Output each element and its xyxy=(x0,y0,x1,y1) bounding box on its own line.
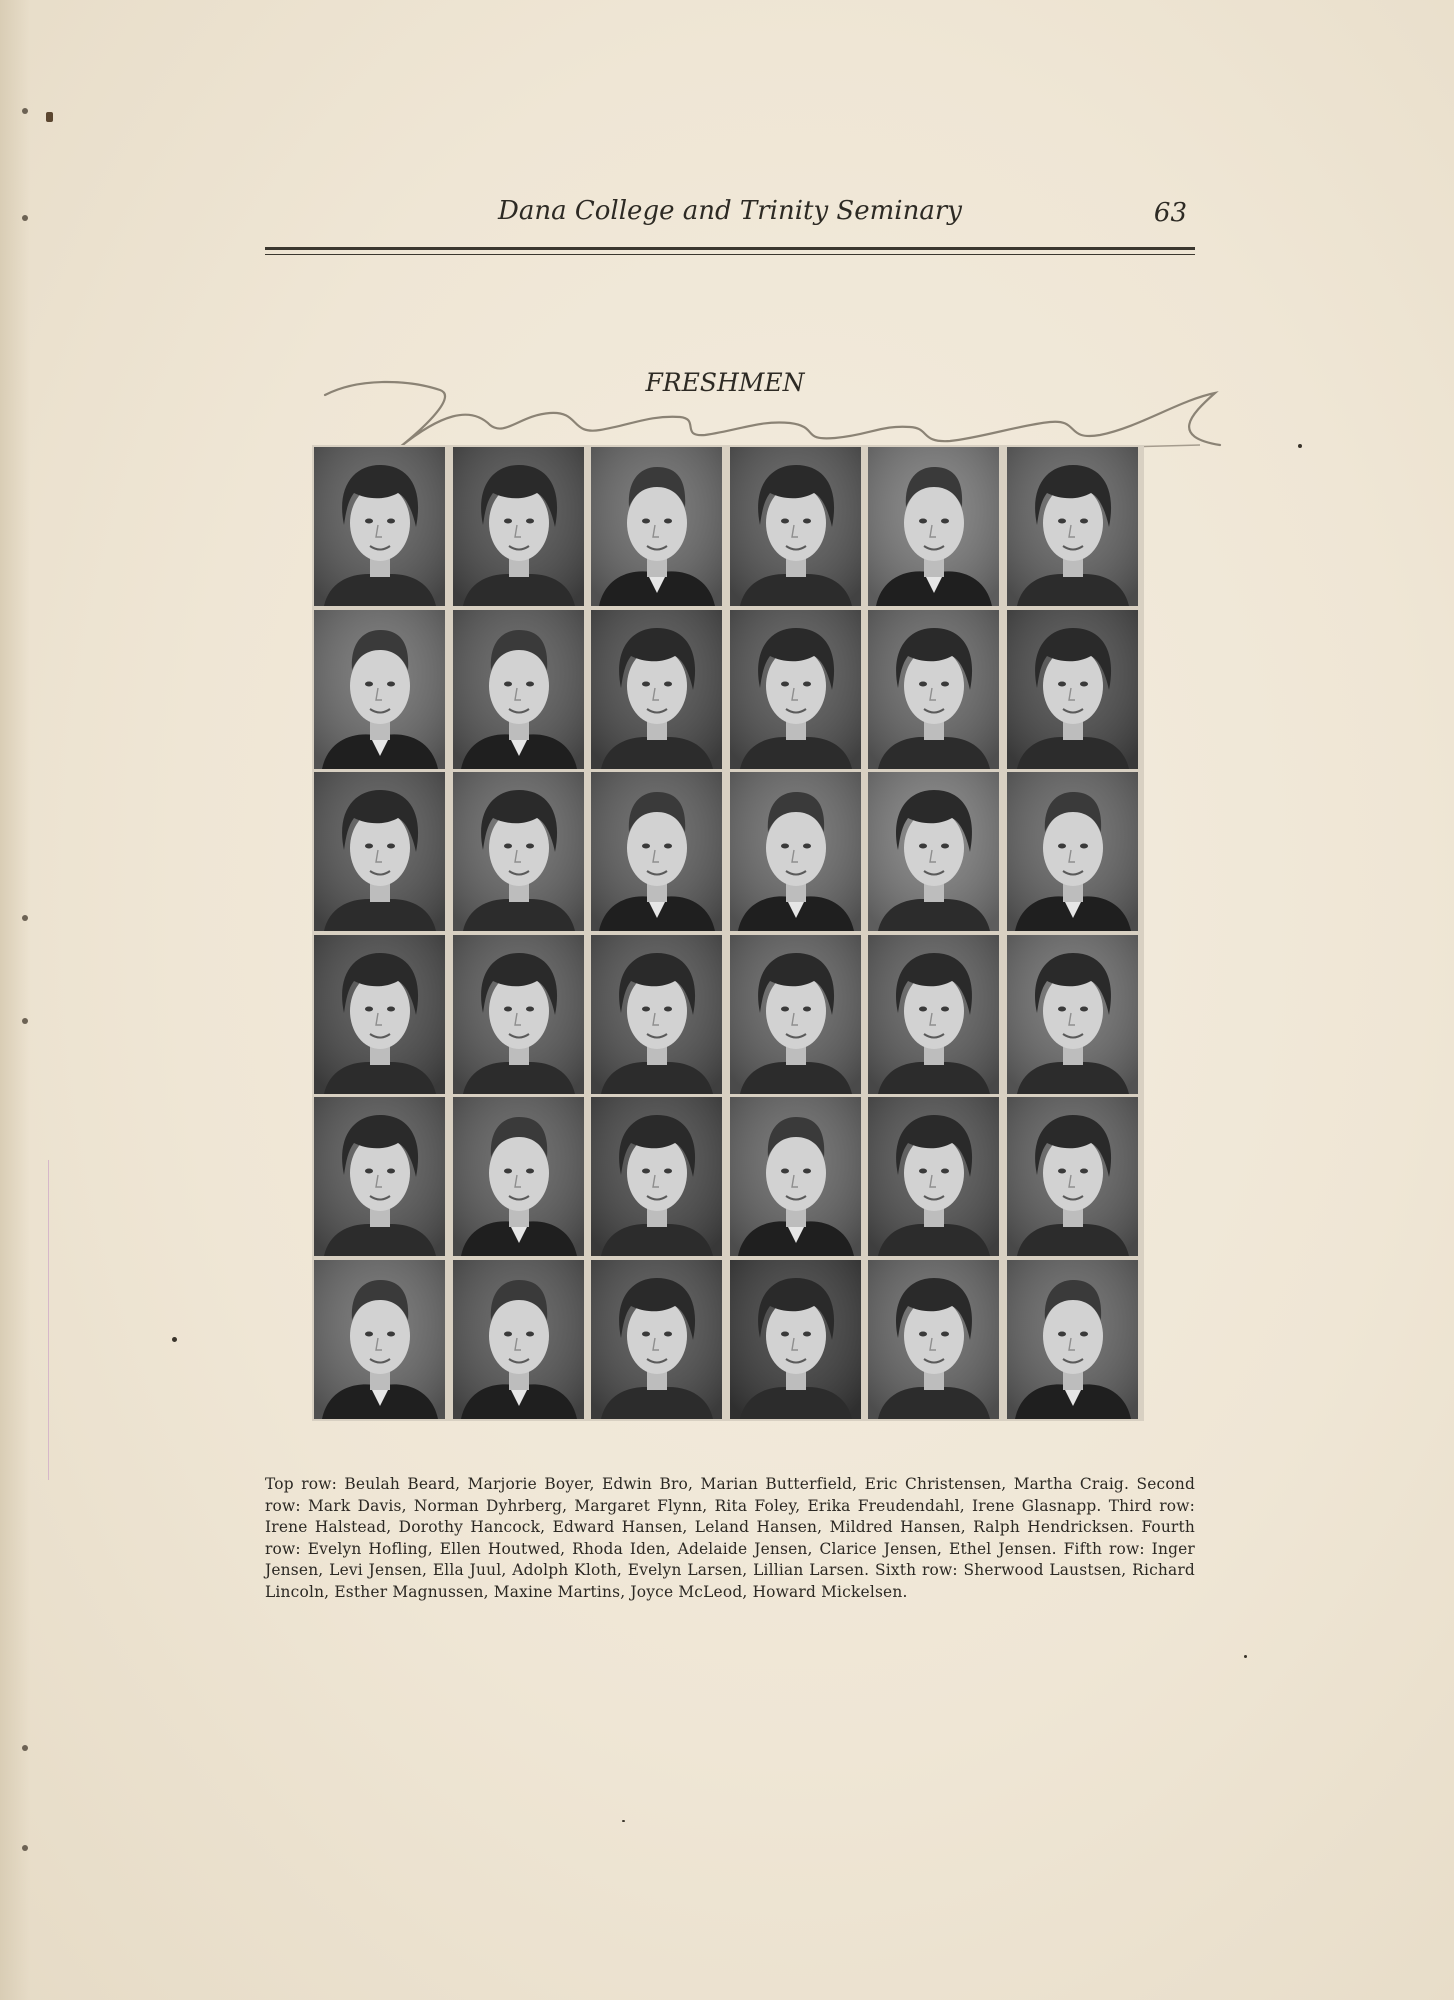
header-rule xyxy=(265,247,1195,250)
portrait-photo xyxy=(730,935,861,1094)
binding-hole xyxy=(22,215,28,221)
portrait-photo xyxy=(868,1097,999,1256)
portrait-photo xyxy=(1007,1260,1138,1419)
binding-hole xyxy=(22,108,28,114)
portrait-photo xyxy=(591,447,722,606)
portrait-photo xyxy=(453,447,584,606)
portrait-photo xyxy=(868,772,999,931)
portrait-photo xyxy=(730,610,861,769)
portrait-photo xyxy=(1007,610,1138,769)
portrait-photo xyxy=(314,447,445,606)
portrait-photo xyxy=(591,772,722,931)
paper-speck xyxy=(46,112,53,122)
portrait-photo xyxy=(730,1097,861,1256)
portrait-photo xyxy=(730,1260,861,1419)
portrait-photo xyxy=(868,610,999,769)
paper-speck xyxy=(172,1337,177,1342)
portrait-photo xyxy=(1007,772,1138,931)
portrait-photo xyxy=(453,935,584,1094)
portrait-photo xyxy=(453,1097,584,1256)
portrait-photo xyxy=(868,1260,999,1419)
portrait-photo xyxy=(1007,1097,1138,1256)
portrait-photo xyxy=(314,935,445,1094)
portrait-photo xyxy=(314,772,445,931)
portrait-photo xyxy=(591,935,722,1094)
paper-speck xyxy=(1298,444,1302,448)
portrait-photo xyxy=(591,1260,722,1419)
binding-hole xyxy=(22,1845,28,1851)
portrait-photo xyxy=(868,935,999,1094)
page-edge-shadow xyxy=(0,0,30,2000)
portrait-photo xyxy=(314,1260,445,1419)
page-number: 63 xyxy=(1153,198,1187,228)
portrait-photo xyxy=(1007,935,1138,1094)
portrait-caption: Top row: Beulah Beard, Marjorie Boyer, Edwin Bro, Marian Butterfield, Eric Christensen, Martha Craig. Second row: Mark Davis, Norman Dyhrberg, Margaret Flynn, Rita Foley, Erika Freudendahl, Irene Glasnapp. Third row: Irene Halstead, Dorothy Hancock, Edward Hansen, Leland Hansen, Mildred Hansen, Ralph Hendricksen. Fourth row: Evelyn Hofling, Ellen Houtwed, Rhoda Iden, Adelaide Jensen, Clarice Jensen, Ethel Jensen. Fifth row: Inger Jensen, Levi Jensen, Ella Juul, Adolph Kloth, Evelyn Larsen, Lillian Larsen. Sixth row: Sherwood Laustsen, Richard Lincoln, Esther Magnussen, Maxine Martins, Joyce McLeod, Howard Mickelsen. xyxy=(265,1475,1195,1601)
portrait-photo xyxy=(314,1097,445,1256)
portrait-photo xyxy=(730,447,861,606)
binding-hole xyxy=(22,1018,28,1024)
binding-hole xyxy=(22,915,28,921)
portrait-photo xyxy=(453,610,584,769)
portrait-grid xyxy=(312,445,1144,1421)
section-title: FRESHMEN xyxy=(645,368,805,397)
margin-mark xyxy=(48,1160,49,1480)
portrait-photo xyxy=(868,447,999,606)
portrait-photo xyxy=(591,1097,722,1256)
portrait-photo xyxy=(1007,447,1138,606)
binding-hole xyxy=(22,1745,28,1751)
portrait-photo xyxy=(314,610,445,769)
paper-speck xyxy=(1244,1655,1247,1658)
portrait-photo xyxy=(730,772,861,931)
page-header xyxy=(265,196,1195,236)
portrait-photo xyxy=(591,610,722,769)
portrait-photo xyxy=(453,1260,584,1419)
header-rule xyxy=(265,254,1195,255)
paper-speck xyxy=(622,1820,625,1822)
running-title: Dana College and Trinity Seminary xyxy=(498,196,962,226)
portrait-photo xyxy=(453,772,584,931)
